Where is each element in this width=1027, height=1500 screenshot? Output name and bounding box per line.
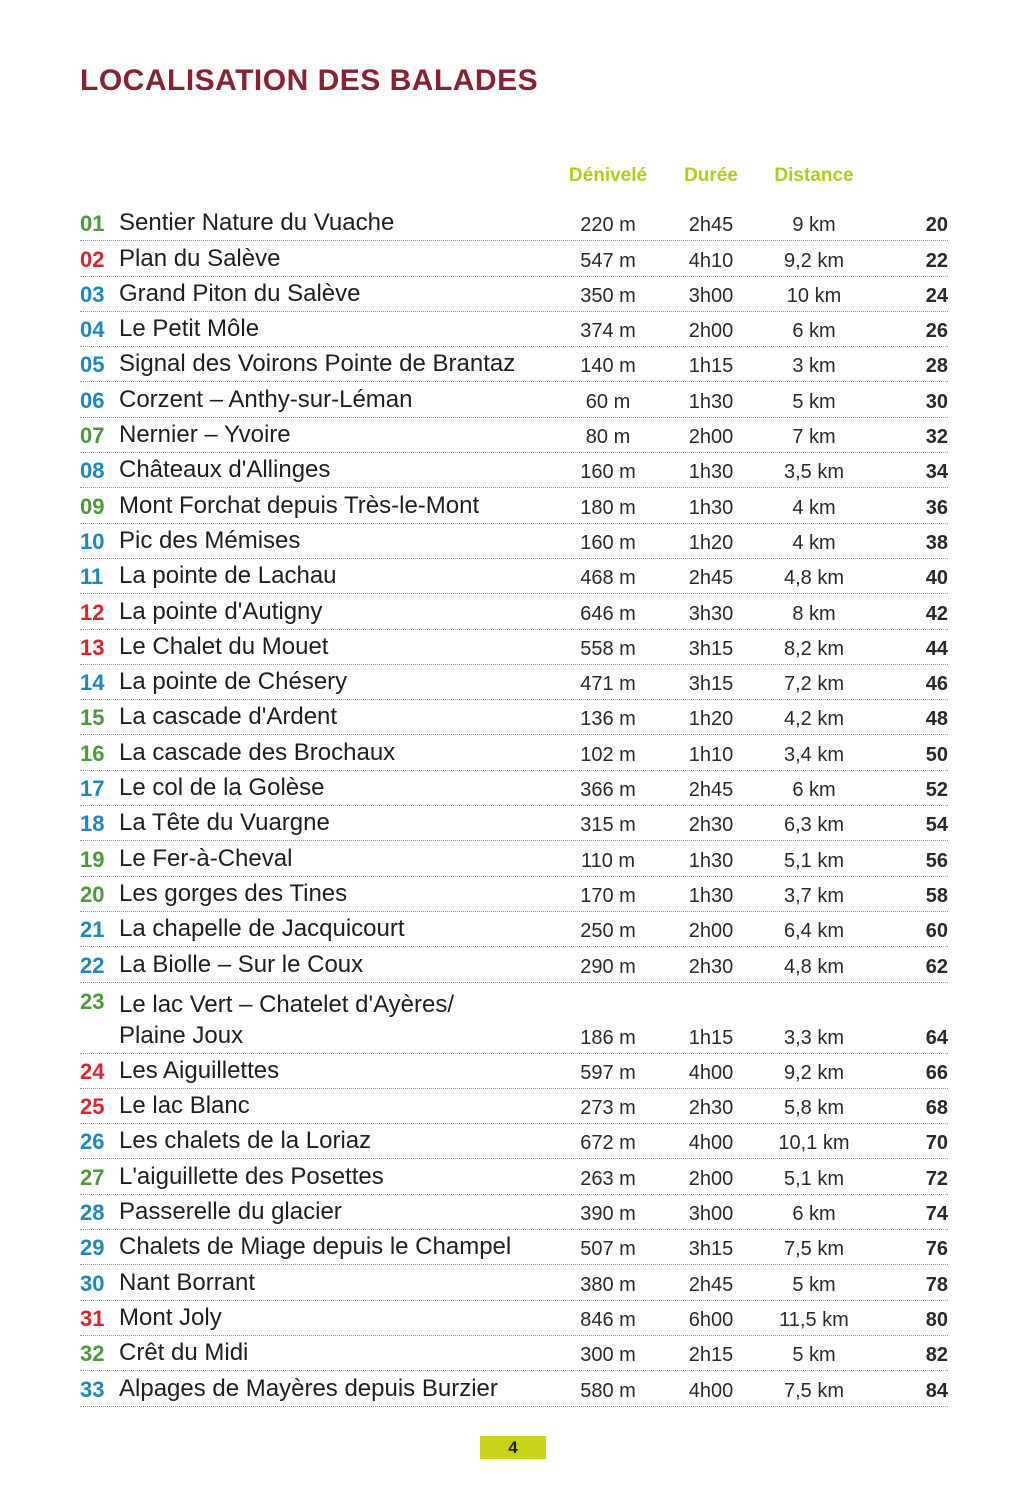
table-row	[80, 1089, 948, 1124]
walk-number: 31	[80, 1305, 105, 1331]
walk-duration: 2h30	[688, 1097, 734, 1120]
walk-page: 70	[925, 1132, 948, 1155]
walk-name-line-1: Le lac Vert – Chatelet d'Ayères/	[119, 990, 455, 1018]
walk-distance: 5 km	[792, 390, 836, 413]
walk-distance: 11,5 km	[779, 1308, 849, 1331]
walk-duration: 3h30	[688, 602, 734, 625]
walk-distance: 7,5 km	[783, 1238, 845, 1261]
walk-elevation: 390 m	[580, 1203, 636, 1226]
walk-number: 10	[80, 528, 105, 554]
walk-duration: 2h45	[688, 214, 734, 237]
walk-number: 30	[80, 1270, 105, 1296]
walk-page: 58	[925, 884, 948, 907]
table-row	[80, 1159, 948, 1194]
walk-distance: 3 km	[792, 355, 836, 378]
walk-distance: 4,8 km	[783, 955, 845, 978]
walk-name: Sentier Nature du Vuache	[119, 209, 395, 237]
walk-number: 06	[80, 387, 105, 413]
walk-name: La Tête du Vuargne	[119, 809, 330, 837]
walk-number: 02	[80, 246, 105, 272]
walk-duration: 1h15	[688, 1026, 734, 1049]
walk-number: 11	[80, 564, 104, 590]
walk-duration: 2h30	[688, 955, 734, 978]
walk-number: 29	[80, 1235, 105, 1261]
walk-name: Mont Joly	[119, 1303, 222, 1331]
walk-number: 21	[80, 917, 105, 943]
walk-number: 01	[80, 211, 105, 237]
walk-number: 15	[80, 705, 105, 731]
walk-duration: 3h15	[688, 1238, 734, 1261]
walk-elevation: 160 m	[580, 531, 636, 554]
walk-duration: 2h15	[688, 1344, 734, 1367]
table-row	[80, 700, 948, 735]
walk-page: 66	[925, 1061, 948, 1084]
walk-distance: 3,7 km	[783, 884, 845, 907]
walk-elevation: 366 m	[580, 779, 636, 802]
walk-page: 68	[925, 1097, 948, 1120]
walk-name-line-2: Plaine Joux	[119, 1021, 244, 1049]
table-row	[80, 1230, 948, 1265]
walk-number: 07	[80, 423, 105, 449]
walk-distance: 5 km	[792, 1273, 836, 1296]
walk-page: 48	[925, 708, 948, 731]
walk-elevation: 300 m	[580, 1344, 636, 1367]
walk-duration: 2h00	[688, 1167, 734, 1190]
walk-page: 26	[925, 320, 948, 343]
walk-elevation: 60 m	[585, 390, 631, 413]
table-row	[80, 524, 948, 559]
walk-number: 18	[80, 811, 105, 837]
walk-page: 50	[925, 743, 948, 766]
walk-name: Pic des Mémises	[119, 526, 301, 554]
walk-page: 80	[925, 1308, 948, 1331]
walk-page: 84	[925, 1379, 948, 1402]
walk-elevation: 646 m	[580, 602, 636, 625]
walk-duration: 1h30	[688, 461, 734, 484]
walk-number: 22	[80, 952, 105, 978]
walk-page: 44	[925, 637, 948, 660]
walk-distance: 4,8 km	[783, 567, 845, 590]
table-row	[80, 312, 948, 347]
table-row	[80, 735, 948, 770]
walk-distance: 3,5 km	[783, 461, 845, 484]
walk-duration: 2h30	[688, 814, 734, 837]
walk-distance: 7,5 km	[783, 1379, 845, 1402]
walk-page: 30	[925, 390, 948, 413]
walk-page: 82	[925, 1344, 948, 1367]
table-row	[80, 841, 948, 876]
table-row	[80, 1195, 948, 1230]
walk-number: 05	[80, 352, 105, 378]
walk-name: Grand Piton du Salève	[119, 279, 361, 307]
walk-number: 23	[80, 988, 105, 1014]
walk-duration: 4h10	[688, 249, 734, 272]
walk-number: 32	[80, 1341, 105, 1367]
walk-name: La pointe de Chésery	[119, 668, 348, 696]
walk-elevation: 315 m	[580, 814, 636, 837]
walk-elevation: 160 m	[580, 461, 636, 484]
walk-duration: 1h30	[688, 884, 734, 907]
walk-name: Le Chalet du Mouet	[119, 632, 329, 660]
table-row	[80, 277, 948, 312]
walks-table	[80, 206, 948, 1407]
walk-duration: 3h15	[688, 637, 734, 660]
table-row	[80, 347, 948, 382]
walk-page: 24	[925, 284, 948, 307]
walk-elevation: 468 m	[580, 567, 636, 590]
walk-duration: 1h15	[688, 355, 734, 378]
walk-elevation: 350 m	[580, 284, 636, 307]
table-row	[80, 983, 948, 1054]
walk-number: 27	[80, 1164, 105, 1190]
walk-elevation: 507 m	[580, 1238, 636, 1261]
table-row	[80, 382, 948, 417]
walk-duration: 6h00	[688, 1308, 734, 1331]
walk-duration: 4h00	[688, 1061, 734, 1084]
walk-number: 13	[80, 634, 105, 660]
page-title: LOCALISATION DES BALADES	[80, 64, 539, 97]
walk-number: 25	[80, 1094, 105, 1120]
walk-name: Châteaux d'Allinges	[119, 456, 331, 484]
walk-name: La pointe d'Autigny	[119, 597, 323, 625]
walk-elevation: 580 m	[580, 1379, 636, 1402]
table-row	[80, 630, 948, 665]
walk-distance: 7,2 km	[783, 673, 845, 696]
walk-number: 19	[80, 846, 105, 872]
walk-duration: 2h00	[688, 320, 734, 343]
table-row	[80, 877, 948, 912]
table-row	[80, 594, 948, 629]
walk-page: 38	[925, 531, 948, 554]
walk-name: Nant Borrant	[119, 1268, 256, 1296]
walk-elevation: 80 m	[585, 426, 631, 449]
walk-elevation: 136 m	[580, 708, 636, 731]
table-row	[80, 806, 948, 841]
walk-duration: 1h30	[688, 390, 734, 413]
walk-elevation: 558 m	[580, 637, 636, 660]
walk-elevation: 110 m	[580, 849, 636, 872]
table-row	[80, 241, 948, 276]
table-row	[80, 947, 948, 982]
walk-elevation: 846 m	[580, 1308, 636, 1331]
header-denivele: Dénivelé	[568, 165, 648, 186]
page-number: 4	[480, 1436, 546, 1459]
table-row	[80, 912, 948, 947]
walk-elevation: 186 m	[580, 1026, 636, 1049]
walk-distance: 6 km	[792, 1203, 836, 1226]
walk-number: 08	[80, 458, 105, 484]
walk-number: 33	[80, 1376, 105, 1402]
walk-name: Le col de la Golèse	[119, 774, 325, 802]
walk-number: 16	[80, 740, 105, 766]
walk-elevation: 471 m	[580, 673, 636, 696]
walk-distance: 4 km	[792, 531, 836, 554]
walk-page: 36	[925, 496, 948, 519]
walk-elevation: 170 m	[580, 884, 636, 907]
walk-name: Corzent – Anthy-sur-Léman	[119, 385, 413, 413]
walk-page: 54	[925, 814, 948, 837]
walk-name: Passerelle du glacier	[119, 1198, 342, 1226]
walk-number: 03	[80, 281, 105, 307]
walk-page: 60	[925, 920, 948, 943]
walk-distance: 5 km	[792, 1344, 836, 1367]
walk-name: L'aiguillette des Posettes	[119, 1162, 384, 1190]
walk-number: 12	[80, 599, 105, 625]
walk-distance: 5,1 km	[783, 1167, 845, 1190]
walk-page: 62	[925, 955, 948, 978]
walk-number: 26	[80, 1129, 105, 1155]
walk-distance: 7 km	[792, 426, 836, 449]
walk-page: 56	[925, 849, 948, 872]
walk-page: 20	[925, 214, 948, 237]
walk-duration: 2h00	[688, 426, 734, 449]
table-row	[80, 488, 948, 523]
walk-duration: 2h45	[688, 779, 734, 802]
walk-distance: 8,2 km	[783, 637, 845, 660]
walk-distance: 6 km	[792, 779, 836, 802]
walk-duration: 4h00	[688, 1132, 734, 1155]
table-row	[80, 665, 948, 700]
walk-name: Les chalets de la Loriaz	[119, 1127, 372, 1155]
walk-number: 14	[80, 670, 105, 696]
walk-distance: 6,4 km	[783, 920, 845, 943]
table-row	[80, 206, 948, 241]
walk-name: Nernier – Yvoire	[119, 421, 291, 449]
walk-elevation: 672 m	[580, 1132, 636, 1155]
walk-page: 76	[925, 1238, 948, 1261]
walk-page: 22	[925, 249, 948, 272]
walk-duration: 3h15	[688, 673, 734, 696]
walk-number: 20	[80, 881, 105, 907]
walk-distance: 3,4 km	[783, 743, 845, 766]
walk-page: 46	[925, 673, 948, 696]
walk-name: La Biolle – Sur le Coux	[119, 950, 364, 978]
table-row	[80, 1371, 948, 1406]
walk-name: La cascade d'Ardent	[119, 703, 338, 731]
walk-elevation: 263 m	[580, 1167, 636, 1190]
table-row	[80, 418, 948, 453]
walk-elevation: 250 m	[580, 920, 636, 943]
walk-elevation: 140 m	[580, 355, 636, 378]
walk-number: 24	[80, 1058, 105, 1084]
table-row	[80, 1336, 948, 1371]
header-duree: Durée	[684, 165, 738, 186]
table-row	[80, 1054, 948, 1089]
walk-name: La chapelle de Jacquicourt	[119, 915, 405, 943]
walk-elevation: 220 m	[580, 214, 636, 237]
walk-page: 78	[925, 1273, 948, 1296]
walk-name: La pointe de Lachau	[119, 562, 337, 590]
walk-distance: 9,2 km	[783, 249, 845, 272]
walk-duration: 1h20	[688, 708, 734, 731]
walk-name: Alpages de Mayères depuis Burzier	[119, 1374, 498, 1402]
walk-distance: 5,1 km	[783, 849, 845, 872]
walk-distance: 3,3 km	[783, 1026, 845, 1049]
walk-duration: 4h00	[688, 1379, 734, 1402]
walk-elevation: 374 m	[580, 320, 636, 343]
walk-distance: 6 km	[792, 320, 836, 343]
walk-duration: 1h30	[688, 496, 734, 519]
walk-name: Crêt du Midi	[119, 1339, 249, 1367]
walk-distance: 6,3 km	[783, 814, 845, 837]
walk-page: 40	[925, 567, 948, 590]
walk-number: 09	[80, 493, 105, 519]
walk-elevation: 547 m	[580, 249, 636, 272]
walk-name: Mont Forchat depuis Très-le-Mont	[119, 491, 480, 519]
walk-name: La cascade des Brochaux	[119, 738, 396, 766]
walk-name: Plan du Salève	[119, 244, 281, 272]
walk-page: 72	[925, 1167, 948, 1190]
walk-duration: 1h20	[688, 531, 734, 554]
walk-distance: 10 km	[786, 284, 842, 307]
walk-distance: 4 km	[792, 496, 836, 519]
walk-name: Les gorges des Tines	[119, 879, 348, 907]
header-distance: Distance	[774, 165, 854, 186]
walk-elevation: 102 m	[580, 743, 636, 766]
walk-duration: 1h10	[688, 743, 734, 766]
walk-page: 28	[925, 355, 948, 378]
walk-distance: 4,2 km	[783, 708, 845, 731]
walk-number: 04	[80, 317, 105, 343]
walk-elevation: 290 m	[580, 955, 636, 978]
table-row	[80, 771, 948, 806]
walk-number: 17	[80, 776, 105, 802]
walk-duration: 3h00	[688, 1203, 734, 1226]
walk-distance: 8 km	[792, 602, 836, 625]
walk-name	[119, 989, 454, 1051]
walk-name: Chalets de Miage depuis le Champel	[119, 1233, 512, 1261]
table-row	[80, 1124, 948, 1159]
walk-duration: 2h45	[688, 1273, 734, 1296]
walk-page: 32	[925, 426, 948, 449]
walk-distance: 9 km	[792, 214, 836, 237]
walk-duration: 2h00	[688, 920, 734, 943]
walk-elevation: 597 m	[580, 1061, 636, 1084]
walk-page: 64	[925, 1026, 948, 1049]
walk-elevation: 273 m	[580, 1097, 636, 1120]
walk-duration: 3h00	[688, 284, 734, 307]
walk-elevation: 380 m	[580, 1273, 636, 1296]
walk-page: 42	[925, 602, 948, 625]
walk-name: Le lac Blanc	[119, 1092, 250, 1120]
walk-distance: 5,8 km	[783, 1097, 845, 1120]
walk-name: Signal des Voirons Pointe de Brantaz	[119, 350, 516, 378]
walk-name: Le Petit Môle	[119, 315, 260, 343]
walk-page: 52	[925, 779, 948, 802]
table-row	[80, 1265, 948, 1300]
table-row	[80, 453, 948, 488]
walk-page: 34	[925, 461, 948, 484]
walk-distance: 10,1 km	[778, 1132, 850, 1155]
walk-duration: 2h45	[688, 567, 734, 590]
walk-name: Le Fer-à-Cheval	[119, 844, 293, 872]
walk-page: 74	[925, 1203, 948, 1226]
walk-duration: 1h30	[688, 849, 734, 872]
walk-number: 28	[80, 1200, 105, 1226]
walk-distance: 9,2 km	[783, 1061, 845, 1084]
table-row	[80, 1301, 948, 1336]
walk-name: Les Aiguillettes	[119, 1056, 280, 1084]
walk-elevation: 180 m	[580, 496, 636, 519]
table-row	[80, 559, 948, 594]
